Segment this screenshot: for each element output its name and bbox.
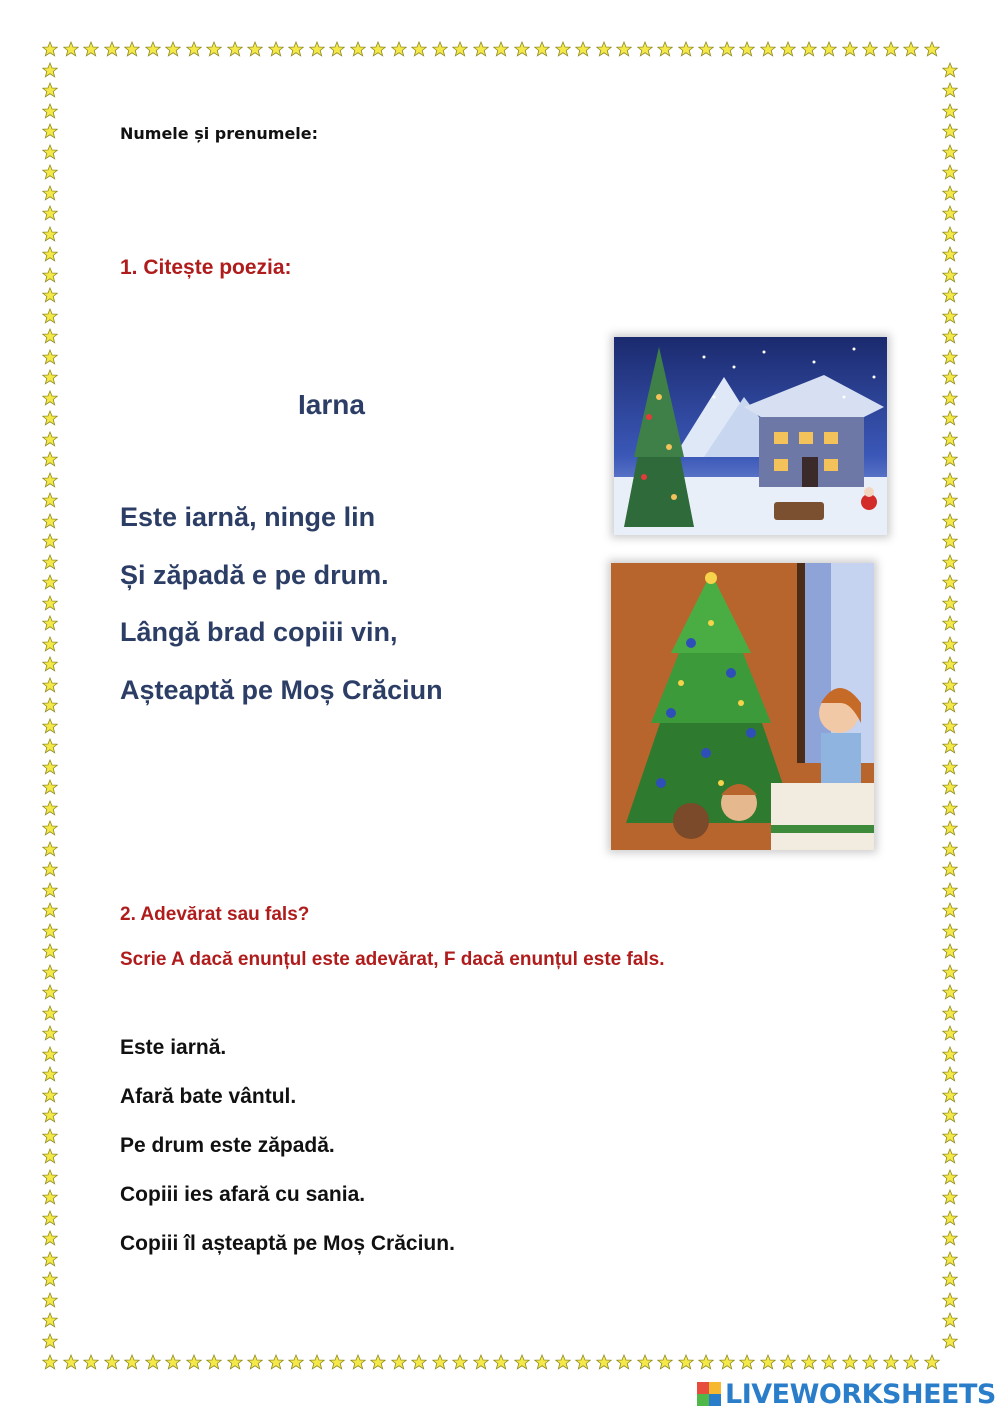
- star-icon: [42, 1210, 58, 1226]
- star-icon: [942, 943, 958, 959]
- star-icon: [942, 595, 958, 611]
- star-icon: [942, 533, 958, 549]
- star-icon: [942, 656, 958, 672]
- star-icon: [493, 41, 509, 57]
- star-icon: [309, 41, 325, 57]
- star-icon: [657, 1354, 673, 1370]
- star-icon: [42, 82, 58, 98]
- star-icon: [942, 800, 958, 816]
- star-icon: [104, 1354, 120, 1370]
- poem-verse: Lângă brad copiii vin,: [120, 617, 398, 647]
- star-icon: [42, 595, 58, 611]
- star-icon: [942, 861, 958, 877]
- star-icon: [42, 779, 58, 795]
- poem-verse: Este iarnă, ninge lin: [120, 502, 376, 532]
- star-icon: [63, 1354, 79, 1370]
- star-icon: [42, 718, 58, 734]
- star-icon: [165, 41, 181, 57]
- star-icon: [637, 41, 653, 57]
- star-icon: [42, 1107, 58, 1123]
- star-icon: [145, 41, 161, 57]
- star-icon: [942, 677, 958, 693]
- star-icon: [883, 1354, 899, 1370]
- star-icon: [42, 738, 58, 754]
- star-icon: [942, 369, 958, 385]
- star-icon: [411, 41, 427, 57]
- star-icon: [186, 41, 202, 57]
- star-icon: [942, 554, 958, 570]
- star-icon: [42, 349, 58, 365]
- star-icon: [42, 451, 58, 467]
- star-icon: [391, 1354, 407, 1370]
- star-icon: [42, 677, 58, 693]
- star-icon: [42, 1271, 58, 1287]
- star-icon: [391, 41, 407, 57]
- star-icon: [942, 1292, 958, 1308]
- star-icon: [942, 62, 958, 78]
- star-icon: [883, 41, 899, 57]
- star-icon: [42, 1005, 58, 1021]
- star-icon: [942, 1087, 958, 1103]
- star-icon: [42, 656, 58, 672]
- star-icon: [942, 287, 958, 303]
- star-icon: [42, 308, 58, 324]
- star-icon: [42, 513, 58, 529]
- star-icon: [942, 1107, 958, 1123]
- star-icon: [227, 41, 243, 57]
- task2-instruction: Scrie A dacă enunțul este adevărat, F dacă enunțul este fals.: [120, 949, 665, 970]
- star-icon: [780, 1354, 796, 1370]
- star-icon: [452, 41, 468, 57]
- star-icon: [42, 267, 58, 283]
- star-icon: [942, 779, 958, 795]
- star-icon: [473, 41, 489, 57]
- star-icon: [801, 41, 817, 57]
- star-icon: [288, 1354, 304, 1370]
- star-icon: [432, 41, 448, 57]
- star-icon: [42, 636, 58, 652]
- star-icon: [942, 349, 958, 365]
- liveworksheets-logo: [697, 1378, 996, 1410]
- star-icon: [942, 697, 958, 713]
- star-icon: [903, 41, 919, 57]
- star-icon: [83, 41, 99, 57]
- star-icon: [942, 738, 958, 754]
- star-icon: [942, 1169, 958, 1185]
- star-icon: [42, 759, 58, 775]
- star-icon: [942, 1210, 958, 1226]
- star-icon: [42, 902, 58, 918]
- star-icon: [42, 1128, 58, 1144]
- star-icon: [247, 1354, 263, 1370]
- star-icon: [329, 41, 345, 57]
- star-icon: [942, 451, 958, 467]
- star-icon: [42, 1292, 58, 1308]
- star-icon: [942, 882, 958, 898]
- star-icon: [842, 41, 858, 57]
- star-icon: [698, 1354, 714, 1370]
- star-icon: [739, 1354, 755, 1370]
- star-icon: [942, 246, 958, 262]
- star-icon: [555, 1354, 571, 1370]
- star-icon: [942, 574, 958, 590]
- star-icon: [760, 41, 776, 57]
- star-icon: [942, 328, 958, 344]
- star-icon: [473, 1354, 489, 1370]
- statement: Este iarnă.: [120, 1036, 227, 1059]
- star-icon: [942, 410, 958, 426]
- star-icon: [942, 492, 958, 508]
- star-icon: [924, 1354, 940, 1370]
- liveworksheets-icon: [697, 1382, 721, 1406]
- star-icon: [514, 1354, 530, 1370]
- star-icon: [42, 1169, 58, 1185]
- star-icon: [942, 103, 958, 119]
- star-icon: [42, 205, 58, 221]
- star-icon: [942, 615, 958, 631]
- star-icon: [42, 431, 58, 447]
- star-icon: [942, 1271, 958, 1287]
- star-icon: [124, 1354, 140, 1370]
- star-icon: [42, 62, 58, 78]
- star-icon: [534, 1354, 550, 1370]
- star-icon: [432, 1354, 448, 1370]
- star-icon: [596, 41, 612, 57]
- star-icon: [616, 1354, 632, 1370]
- star-icon: [42, 1025, 58, 1041]
- star-icon: [575, 1354, 591, 1370]
- star-icon: [862, 41, 878, 57]
- star-icon: [942, 902, 958, 918]
- star-icon: [942, 164, 958, 180]
- star-icon: [42, 964, 58, 980]
- star-icon: [942, 984, 958, 1000]
- star-icon: [42, 41, 58, 57]
- poem-verse: Și zăpadă e pe drum.: [120, 560, 389, 590]
- star-icon: [268, 1354, 284, 1370]
- task2-title: 2. Adevărat sau fals?: [120, 904, 310, 925]
- star-icon: [83, 1354, 99, 1370]
- star-icon: [42, 1148, 58, 1164]
- liveworksheets-brand: LIVEWORKSHEETS: [725, 1378, 996, 1410]
- star-icon: [942, 1025, 958, 1041]
- star-icon: [42, 1333, 58, 1349]
- star-icon: [514, 41, 530, 57]
- star-icon: [42, 246, 58, 262]
- star-icon: [42, 390, 58, 406]
- star-icon: [942, 1005, 958, 1021]
- star-icon: [678, 1354, 694, 1370]
- star-icon: [719, 41, 735, 57]
- star-icon: [942, 636, 958, 652]
- star-icon: [942, 82, 958, 98]
- star-icon: [942, 1312, 958, 1328]
- star-icon: [942, 1230, 958, 1246]
- star-icon: [942, 205, 958, 221]
- star-icon: [739, 41, 755, 57]
- statement: Copiii ies afară cu sania.: [120, 1183, 366, 1206]
- star-icon: [370, 1354, 386, 1370]
- star-icon: [206, 41, 222, 57]
- star-icon: [411, 1354, 427, 1370]
- star-icon: [42, 1066, 58, 1082]
- star-icon: [760, 1354, 776, 1370]
- star-icon: [247, 41, 263, 57]
- statement: Afară bate vântul.: [120, 1085, 297, 1108]
- star-icon: [657, 41, 673, 57]
- star-icon: [942, 472, 958, 488]
- star-icon: [42, 123, 58, 139]
- star-icon: [493, 1354, 509, 1370]
- star-icon: [942, 1046, 958, 1062]
- star-icon: [42, 328, 58, 344]
- star-icon: [42, 697, 58, 713]
- star-icon: [821, 1354, 837, 1370]
- star-icon: [104, 41, 120, 57]
- star-icon: [616, 41, 632, 57]
- star-icon: [942, 123, 958, 139]
- star-icon: [942, 513, 958, 529]
- star-icon: [942, 390, 958, 406]
- star-icon: [42, 226, 58, 242]
- star-icon: [842, 1354, 858, 1370]
- star-icon: [780, 41, 796, 57]
- star-icon: [42, 1230, 58, 1246]
- star-icon: [42, 1087, 58, 1103]
- star-icon: [42, 369, 58, 385]
- star-icon: [575, 41, 591, 57]
- star-icon: [942, 144, 958, 160]
- star-icon: [942, 431, 958, 447]
- star-icon: [206, 1354, 222, 1370]
- star-icon: [42, 882, 58, 898]
- star-icon: [942, 1066, 958, 1082]
- star-icon: [186, 1354, 202, 1370]
- star-icon: [942, 1333, 958, 1349]
- star-icon: [42, 1312, 58, 1328]
- star-icon: [903, 1354, 919, 1370]
- star-icon: [942, 1251, 958, 1267]
- star-icon: [942, 308, 958, 324]
- star-icon: [942, 718, 958, 734]
- star-icon: [821, 41, 837, 57]
- star-icon: [268, 41, 284, 57]
- star-icon: [942, 226, 958, 242]
- poem-verse: Așteaptă pe Moș Crăciun: [120, 675, 443, 705]
- star-icon: [42, 164, 58, 180]
- star-icon: [42, 144, 58, 160]
- star-icon: [534, 41, 550, 57]
- star-icon: [862, 1354, 878, 1370]
- star-icon: [350, 41, 366, 57]
- star-icon: [942, 1189, 958, 1205]
- star-icon: [42, 185, 58, 201]
- star-icon: [42, 841, 58, 857]
- star-icon: [719, 1354, 735, 1370]
- children-tree-image: [611, 563, 874, 850]
- star-icon: [42, 1354, 58, 1370]
- name-label: Numele și prenumele:: [120, 124, 319, 143]
- star-icon: [42, 861, 58, 877]
- star-icon: [165, 1354, 181, 1370]
- star-icon: [555, 41, 571, 57]
- star-icon: [678, 41, 694, 57]
- star-icon: [63, 41, 79, 57]
- star-icon: [942, 1128, 958, 1144]
- star-icon: [42, 410, 58, 426]
- star-icon: [42, 554, 58, 570]
- star-icon: [42, 533, 58, 549]
- star-icon: [227, 1354, 243, 1370]
- star-icon: [42, 1189, 58, 1205]
- star-icon: [942, 820, 958, 836]
- star-icon: [452, 1354, 468, 1370]
- star-icon: [942, 964, 958, 980]
- star-icon: [942, 185, 958, 201]
- star-icon: [42, 800, 58, 816]
- star-icon: [942, 1148, 958, 1164]
- star-icon: [329, 1354, 345, 1370]
- star-icon: [942, 759, 958, 775]
- star-icon: [42, 923, 58, 939]
- star-icon: [942, 923, 958, 939]
- star-icon: [42, 1251, 58, 1267]
- star-icon: [596, 1354, 612, 1370]
- statement: Pe drum este zăpadă.: [120, 1134, 335, 1157]
- star-icon: [942, 841, 958, 857]
- star-icon: [924, 41, 940, 57]
- star-icon: [42, 615, 58, 631]
- star-icon: [309, 1354, 325, 1370]
- star-icon: [42, 287, 58, 303]
- winter-house-image: [614, 337, 887, 535]
- poem-title: Iarna: [298, 389, 365, 420]
- star-icon: [42, 103, 58, 119]
- star-icon: [42, 820, 58, 836]
- star-icon: [42, 984, 58, 1000]
- star-icon: [42, 492, 58, 508]
- task1-label: 1. Citește poezia:: [120, 256, 292, 279]
- star-icon: [370, 41, 386, 57]
- statement: Copiii îl așteaptă pe Moș Crăciun.: [120, 1232, 455, 1255]
- star-icon: [288, 41, 304, 57]
- star-icon: [124, 41, 140, 57]
- star-icon: [42, 574, 58, 590]
- star-icon: [801, 1354, 817, 1370]
- star-icon: [942, 267, 958, 283]
- star-icon: [350, 1354, 366, 1370]
- star-icon: [698, 41, 714, 57]
- star-icon: [42, 943, 58, 959]
- star-icon: [42, 1046, 58, 1062]
- star-icon: [42, 472, 58, 488]
- star-icon: [145, 1354, 161, 1370]
- star-icon: [637, 1354, 653, 1370]
